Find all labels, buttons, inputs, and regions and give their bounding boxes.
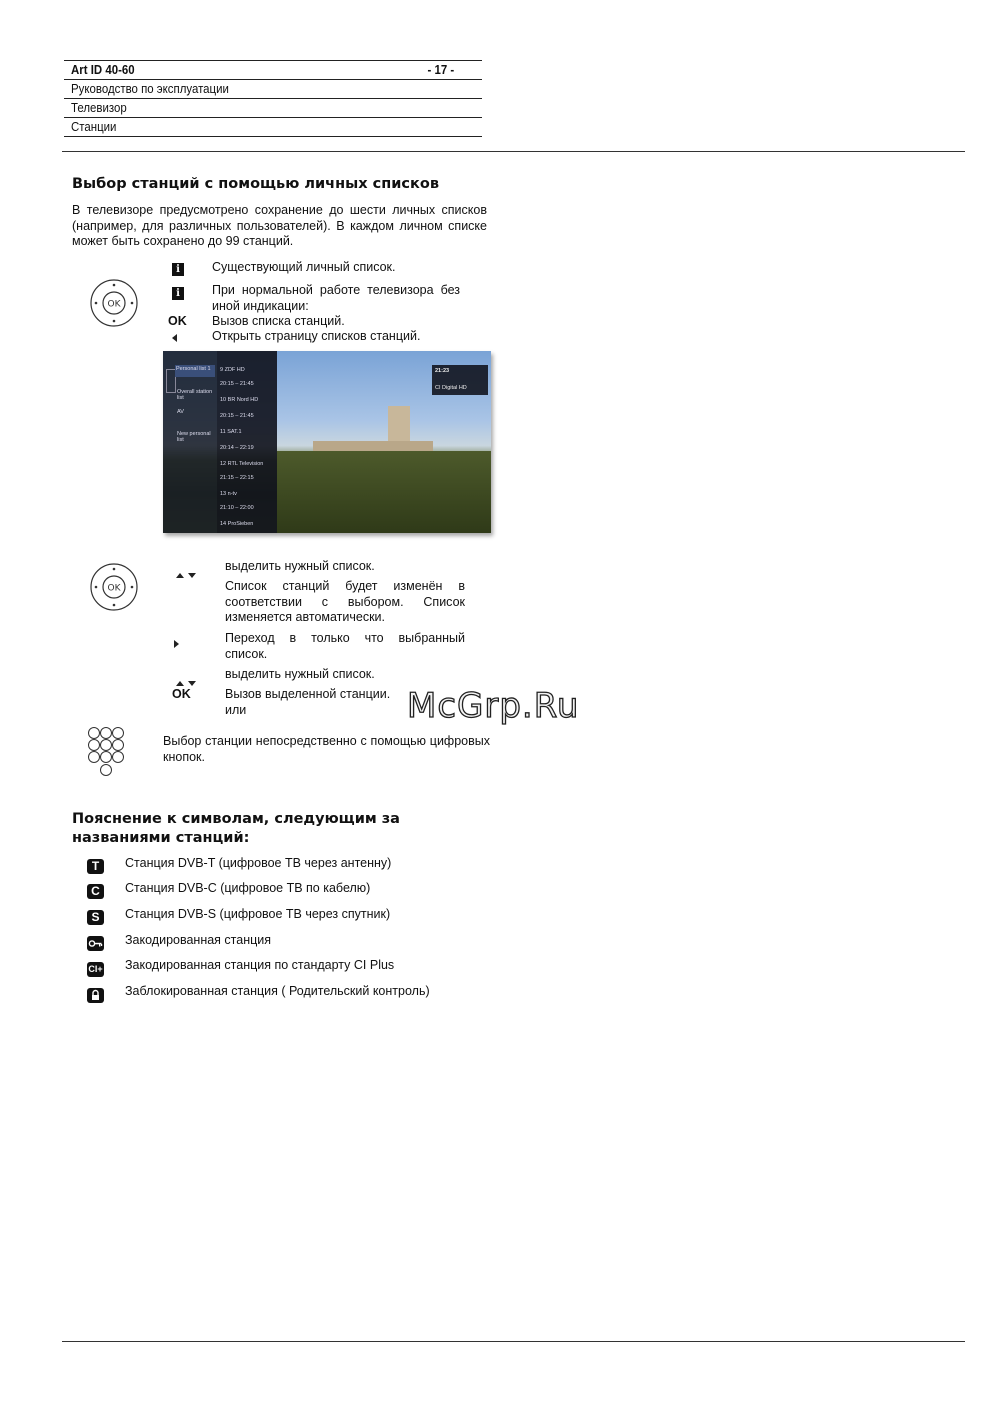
watermark: McGrp.Ru bbox=[407, 686, 580, 726]
side-item-overall[interactable]: Overall station list bbox=[177, 389, 213, 401]
intro-paragraph: В телевизоре предусмотрено сохранение до шести личных списков (например, для различных пользователей). В каждом личном списке может быть сохранено до 99 станций. bbox=[72, 203, 487, 248]
channel-time: 20:15 – 21:45 bbox=[220, 381, 254, 387]
symbol-dvb-s-text: Станция DVB-S (цифровое ТВ через спутник) bbox=[125, 907, 391, 921]
svg-text:OK: OK bbox=[107, 299, 121, 310]
symbol-ci-plus-text: Закодированная станция по стандарту CI Plus bbox=[125, 958, 395, 972]
top-divider bbox=[62, 151, 965, 152]
page-header bbox=[64, 60, 474, 137]
arrow-left-icon bbox=[172, 334, 177, 342]
step-normal-mode: При нормальной работе телевизора без иной индикации: bbox=[212, 283, 460, 313]
channel-row[interactable]: 13 n-tv bbox=[220, 491, 237, 497]
page-number: - 17 - bbox=[427, 62, 455, 77]
tv-screenshot bbox=[163, 351, 491, 533]
side-item-personal-1[interactable]: Personal list 1 bbox=[175, 365, 215, 377]
dvb-c-icon: C bbox=[87, 884, 104, 899]
ci-plus-icon: CI+ bbox=[87, 962, 104, 977]
clock: 21:23 bbox=[435, 368, 450, 374]
channel-row[interactable]: 11 SAT.1 bbox=[220, 429, 242, 435]
step-existing-list: Существующий личный список. bbox=[212, 260, 396, 274]
art-id: Art ID 40-60 bbox=[71, 62, 135, 77]
step-call-station: Вызов выделенной станции. bbox=[225, 687, 391, 701]
channel-row[interactable]: 12 RTL Television bbox=[220, 461, 264, 467]
ok-key-label: OK bbox=[172, 687, 191, 701]
section-title-symbols: Пояснение к символам, следующим за названиями станций: bbox=[72, 811, 400, 846]
step-select-list: выделить нужный список. bbox=[225, 559, 375, 573]
remote-navpad-icon bbox=[88, 562, 140, 612]
step-open-lists-page: Открыть страницу списков станций. bbox=[212, 329, 421, 343]
step-select-list-2: выделить нужный список. bbox=[225, 667, 375, 681]
channel-list bbox=[217, 351, 277, 533]
arrow-right-icon bbox=[174, 640, 179, 648]
header-stations: Станции bbox=[64, 118, 482, 137]
side-item-new-list[interactable]: New personal list bbox=[177, 431, 211, 443]
channel-time: 20:15 – 21:45 bbox=[220, 413, 254, 419]
step-or: или bbox=[225, 703, 247, 717]
numpad-icon bbox=[85, 726, 129, 780]
remote-navpad-icon bbox=[88, 278, 140, 328]
side-item-av[interactable]: AV bbox=[177, 409, 184, 415]
dvb-t-icon: T bbox=[87, 859, 104, 874]
svg-text:OK: OK bbox=[107, 583, 121, 594]
ok-key-label: OK bbox=[168, 314, 187, 328]
dvb-s-icon: S bbox=[87, 910, 104, 925]
info-icon: i bbox=[172, 287, 184, 300]
channel-time: 21:15 – 22:15 bbox=[220, 475, 254, 481]
list-side-menu bbox=[163, 351, 217, 533]
section-title-personal-lists: Выбор станций с помощью личных списков bbox=[72, 176, 439, 192]
channel-row[interactable]: 14 ProSieben bbox=[220, 521, 254, 527]
bushes-image bbox=[277, 451, 491, 533]
channel-row[interactable]: 10 BR Nord HD bbox=[220, 397, 259, 403]
info-icon: i bbox=[172, 263, 184, 276]
header-tv: Телевизор bbox=[64, 99, 482, 118]
symbol-dvb-t-text: Станция DVB-T (цифровое ТВ через антенну) bbox=[125, 856, 392, 870]
key-icon bbox=[87, 936, 104, 951]
step-list-changes: Список станций будет изменён в соответствии с выбором. Список изменяется автоматически. bbox=[225, 579, 465, 624]
symbol-scrambled-text: Закодированная станция bbox=[125, 933, 272, 947]
symbol-locked-text: Заблокированная станция ( Родительский контроль) bbox=[125, 984, 430, 998]
channel-time: 21:10 – 22:00 bbox=[220, 505, 254, 511]
header-art-id-row bbox=[64, 60, 482, 80]
header-manual: Руководство по эксплуатации bbox=[64, 80, 482, 99]
symbol-dvb-c-text: Станция DVB-C (цифровое ТВ по кабелю) bbox=[125, 881, 371, 895]
info-line: CI Digital HD bbox=[435, 385, 467, 391]
arrow-up-down-icon bbox=[176, 565, 196, 583]
channel-row[interactable]: 9 ZDF HD bbox=[220, 367, 245, 373]
step-go-to-list: Переход в только что выбранный список. bbox=[225, 631, 465, 661]
lock-icon bbox=[87, 988, 104, 1003]
numpad-description: Выбор станции непосредственно с помощью цифровых кнопок. bbox=[163, 734, 490, 764]
step-call-list: Вызов списка станций. bbox=[212, 314, 345, 328]
bottom-divider bbox=[62, 1341, 965, 1342]
channel-time: 20:14 – 22:19 bbox=[220, 445, 254, 451]
channel-info-box bbox=[432, 365, 488, 395]
